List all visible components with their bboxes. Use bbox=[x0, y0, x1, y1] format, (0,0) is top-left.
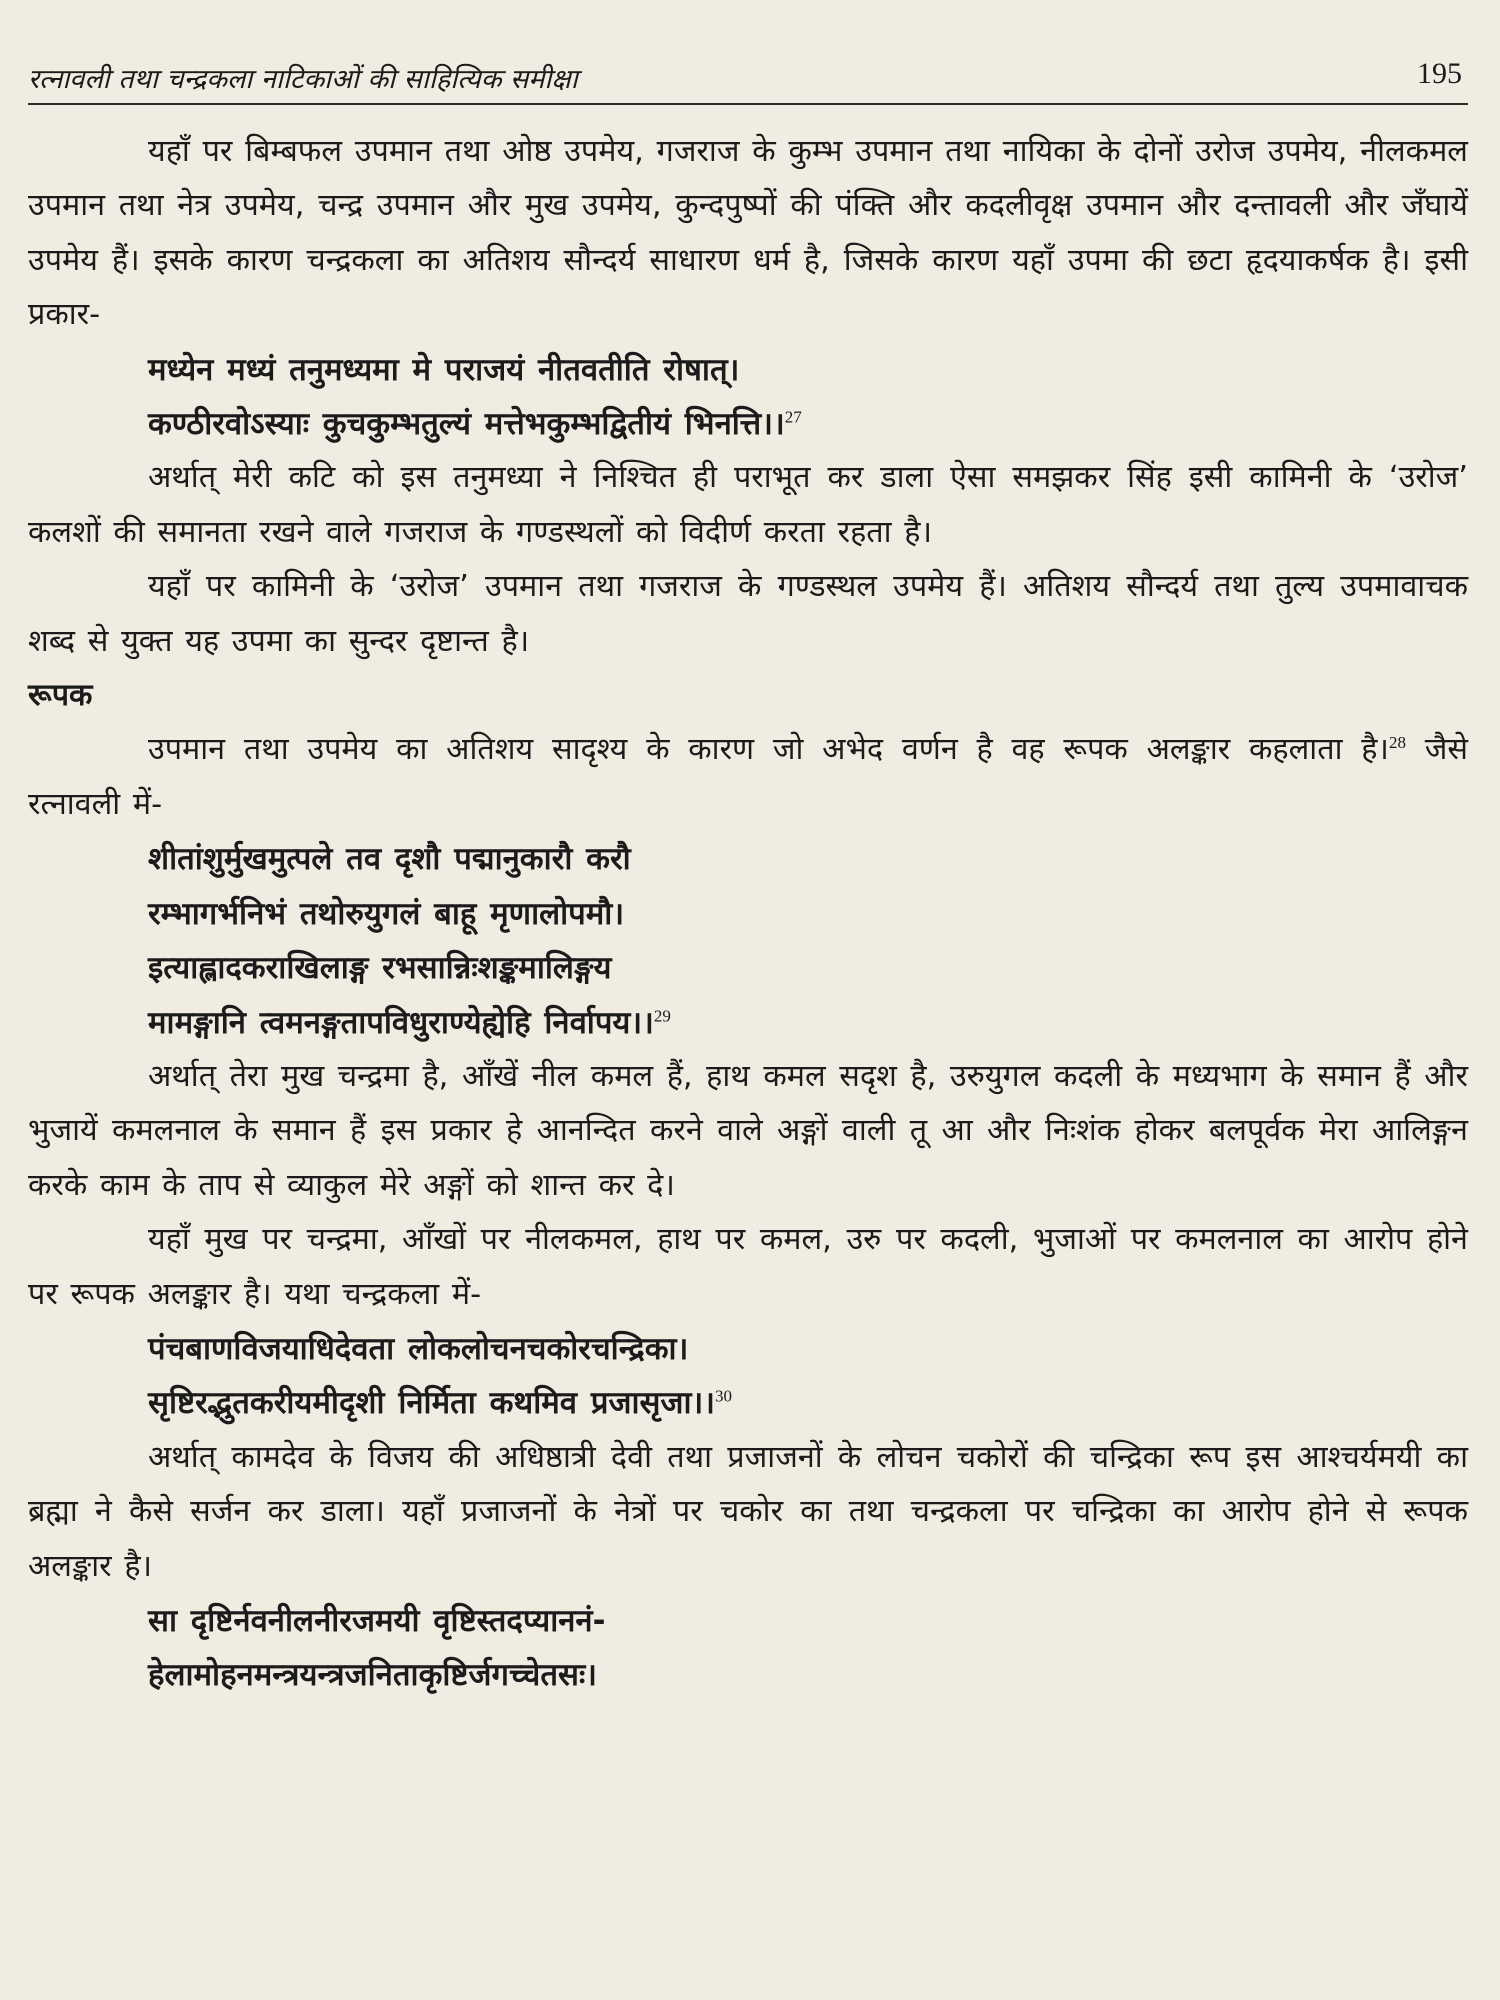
paragraph-4-text-b: जैसे रत्नावली में- bbox=[28, 732, 1469, 822]
verse-1-line-1: मध्येन मध्यं तनुमध्यमा मे पराजयं नीतवतीति रोषात्। bbox=[148, 351, 740, 388]
paragraph-3: यहाँ पर कामिनी के ‘उरोज’ उपमान तथा गजराज के गण्डस्थल उपमेय हैं। अतिशय सौन्दर्य तथा तुल्य उपमावाचक शब्द से युक्त यह उपमा का सुन्दर दृष्टान्त है। bbox=[28, 569, 1468, 659]
page-body bbox=[28, 125, 1468, 1703]
paragraph-7: अर्थात् कामदेव के विजय की अधिष्ठात्री देवी तथा प्रजाजनों के लोचन चकोरों की चन्द्रिका रूप इस आश्चर्यमयी का ब्रह्मा ने कैसे सर्जन कर डाला। यहाँ प्रजाजनों के नेत्रों पर चकोर का तथा चन्द्रकला पर चन्द्रिका का आरोप होने से रूपक अलङ्कार है। bbox=[28, 1439, 1468, 1584]
page-number: 195 bbox=[1417, 57, 1462, 90]
verse-2-line-4 bbox=[28, 996, 1468, 1050]
section-heading-rupak: रूपक bbox=[28, 678, 93, 714]
footnote-ref-27: 27 bbox=[784, 407, 802, 427]
verse-3-line-1: पंचबाणविजयाधिदेवता लोकलोचनचकोरचन्द्रिका। bbox=[148, 1330, 689, 1367]
footnote-ref-30: 30 bbox=[714, 1387, 732, 1407]
footnote-ref-28: 28 bbox=[1389, 733, 1406, 753]
verse-1-line-2-text: कण्ठीरवोऽस्याः कुचकुम्भतुल्यं मत्तेभकुम्भद्वितीयं भिनत्ति।। bbox=[148, 406, 785, 443]
verse-4-line-2: हेलामोहनमन्त्रयन्त्रजनिताकृष्टिर्जगच्चेतसः। bbox=[148, 1657, 597, 1694]
verse-3-line-2-text: सृष्टिरद्भुतकरीयमीदृशी निर्मिता कथमिव प्रजासृजा।। bbox=[148, 1385, 715, 1422]
paragraph-1: यहाँ पर बिम्बफल उपमान तथा ओष्ठ उपमेय, गजराज के कुम्भ उपमान तथा नायिका के दोनों उरोज उपमेय, नीलकमल उपमान तथा नेत्र उपमेय, चन्द्र उपमान और मुख उपमेय, कुन्दपुष्पों की पंक्ति और कदलीवृक्ष उपमान और दन्तावली और जँघायें उपमेय हैं। इसके कारण चन्द्रकला का अतिशय सौन्दर्य साधारण धर्म है, जिसके कारण यहाँ उपमा की छटा हृदयाकर्षक है। इसी प्रकार- bbox=[28, 134, 1468, 333]
page-header bbox=[28, 55, 1468, 105]
verse-1-line-2 bbox=[28, 397, 1468, 451]
paragraph-5: अर्थात् तेरा मुख चन्द्रमा है, आँखें नील कमल हैं, हाथ कमल सदृश है, उरुयुगल कदली के मध्यभाग के समान हैं और भुजायें कमलनाल के समान हैं इस प्रकार हे आनन्दित करने वाले अङ्गों वाली तू आ और निःशंक होकर बलपूर्वक मेरा आलिङ्गन करके काम के ताप से व्याकुल मेरे अङ्गों को शान्त कर दे। bbox=[28, 1058, 1468, 1203]
verse-2-line-4-text: मामङ्गानि त्वमनङ्गतापविधुराण्येह्येहि निर्वापय।। bbox=[148, 1004, 654, 1041]
verse-2-line-2: रम्भागर्भनिभं तथोरुयुगलं बाहू मृणालोपमौ। bbox=[148, 895, 625, 932]
paragraph-6: यहाँ मुख पर चन्द्रमा, आँखों पर नीलकमल, हाथ पर कमल, उरु पर कदली, भुजाओं पर कमलनाल का आरोप होने पर रूपक अलङ्कार है। यथा चन्द्रकला में- bbox=[28, 1222, 1468, 1312]
paragraph-4 bbox=[28, 723, 1468, 832]
paragraph-2: अर्थात् मेरी कटि को इस तनुमध्या ने निश्चित ही पराभूत कर डाला ऐसा समझकर सिंह इसी कामिनी के ‘उरोज’ कलशों की समानता रखने वाले गजराज के गण्डस्थलों को विदीर्ण करता रहता है। bbox=[28, 460, 1468, 550]
paragraph-4-text-a: उपमान तथा उपमेय का अतिशय सादृश्य के कारण जो अभेद वर्णन है वह रूपक अलङ्कार कहलाता है। bbox=[148, 732, 1389, 768]
verse-2-line-1: शीतांशुर्मुखमुत्पले तव दृशौ पद्मानुकारौ करौ bbox=[148, 841, 631, 878]
footnote-ref-29: 29 bbox=[653, 1006, 671, 1026]
running-head: रत्नावली तथा चन्द्रकला नाटिकाओं की साहित्यिक समीक्षा bbox=[28, 64, 578, 95]
verse-4-line-1: सा दृष्टिर्नवनीलनीरजमयी वृष्टिस्तदप्याननं- bbox=[148, 1602, 606, 1639]
verse-3-line-2 bbox=[28, 1376, 1468, 1430]
verse-2-line-3: इत्याह्लादकराखिलाङ्ग रभसान्निःशङ्कमालिङ्गय bbox=[148, 950, 612, 987]
